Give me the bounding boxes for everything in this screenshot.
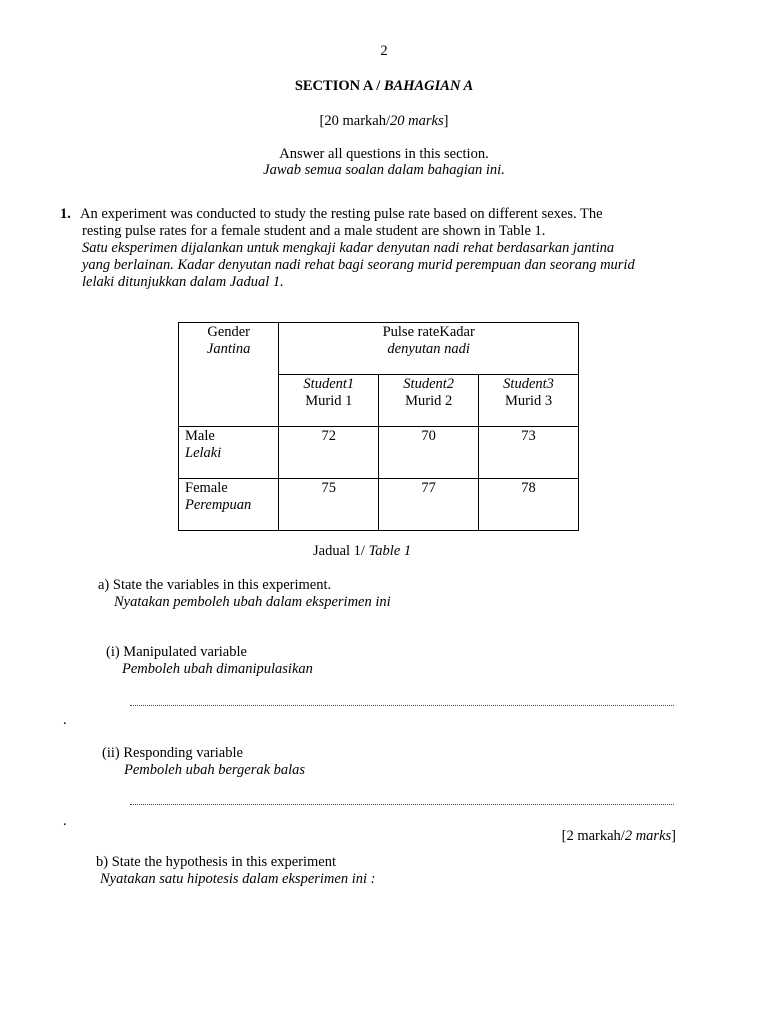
answer-line-i[interactable]: [130, 705, 674, 706]
question-text-ms-2: yang berlainan. Kadar denyutan nadi rehat bagi seorang murid perempuan dan seorang murid: [82, 257, 635, 273]
part-a-marks-suffix: ]: [671, 828, 676, 844]
sub-ii-label-en: (ii) Responding variable: [102, 745, 243, 761]
student-header-en: Student1: [303, 376, 355, 392]
question-text-en-2: resting pulse rates for a female student and a male student are shown in Table 1.: [82, 223, 546, 239]
section-marks-prefix: [20 markah/: [319, 113, 391, 129]
table-cell: 78: [479, 479, 579, 531]
sub-i-label-en: (i) Manipulated variable: [106, 644, 247, 660]
sub-ii-label-ms: Pemboleh ubah bergerak balas: [124, 762, 306, 778]
student-header: [379, 375, 479, 427]
row-label-en: Male: [185, 428, 215, 444]
question-number: 1.: [60, 206, 71, 222]
pulse-header: [279, 323, 579, 375]
table-cell: 77: [379, 479, 479, 531]
section-title-ms: BAHAGIAN A: [383, 78, 474, 94]
student-header-ms: Murid 3: [504, 393, 553, 409]
pulse-header-en: Pulse rateKadar: [382, 324, 475, 340]
table-caption-prefix: Jadual 1/: [313, 543, 369, 559]
pulse-header-ms: denyutan nadi: [387, 341, 470, 357]
row-label-ms: Perempuan: [185, 497, 252, 513]
table-cell: 70: [379, 427, 479, 479]
student-header-ms: Murid 2: [405, 393, 453, 409]
gender-header: [179, 323, 279, 427]
instruction-ms: Jawab semua soalan dalam bahagian ini.: [263, 162, 505, 178]
page-number: 2: [380, 43, 388, 59]
question-text-en-1: An experiment was conducted to study the resting pulse rate based on different sexes. The: [80, 206, 603, 222]
table-cell: 73: [479, 427, 579, 479]
answer-line-ii[interactable]: [130, 804, 674, 805]
part-a-marks-italic: 2 marks: [624, 828, 672, 844]
table-cell: 75: [279, 479, 379, 531]
pulse-rate-table: [178, 322, 579, 531]
gender-header-en: Gender: [207, 324, 251, 340]
question-text-ms-1: Satu eksperimen dijalankan untuk mengkaji kadar denyutan nadi rehat berdasarkan jantina: [82, 240, 615, 256]
part-a-label-ms: Nyatakan pemboleh ubah dalam eksperimen ini: [114, 594, 391, 610]
table-row: [179, 427, 579, 479]
stray-mark: .: [63, 712, 67, 728]
table-row: [179, 479, 579, 531]
part-b-label-ms: Nyatakan satu hipotesis dalam eksperimen ini :: [100, 871, 376, 887]
part-a-marks: [562, 828, 676, 845]
part-b-label-en: b) State the hypothesis in this experiment: [96, 854, 337, 870]
sub-i-label-ms: Pemboleh ubah dimanipulasikan: [122, 661, 313, 677]
student-header: [279, 375, 379, 427]
row-label: [179, 427, 279, 479]
student-header-en: Student3: [503, 376, 554, 392]
section-marks-suffix: ]: [443, 113, 449, 129]
row-label-ms: Lelaki: [185, 445, 222, 461]
row-label: [179, 479, 279, 531]
table-caption-italic: Table 1: [368, 543, 412, 559]
section-marks: [0, 113, 768, 130]
part-a-marks-prefix: [2 markah/: [561, 828, 625, 844]
table-cell: 72: [279, 427, 379, 479]
student-header-ms: Murid 1: [305, 393, 353, 409]
question-text-ms-3: lelaki ditunjukkan dalam Jadual 1.: [82, 274, 284, 290]
student-header: [479, 375, 579, 427]
gender-header-ms: Jantina: [206, 341, 251, 357]
part-a-label-en: a) State the variables in this experiment.: [98, 577, 332, 593]
section-marks-italic: 20 marks: [390, 113, 444, 129]
stray-mark: .: [63, 813, 67, 829]
section-title: [0, 78, 768, 95]
section-title-en: SECTION A /: [294, 78, 384, 94]
row-label-en: Female: [185, 480, 228, 496]
student-header-en: Student2: [403, 376, 455, 392]
table-caption: [313, 543, 411, 560]
instruction-en: Answer all questions in this section.: [279, 146, 489, 162]
